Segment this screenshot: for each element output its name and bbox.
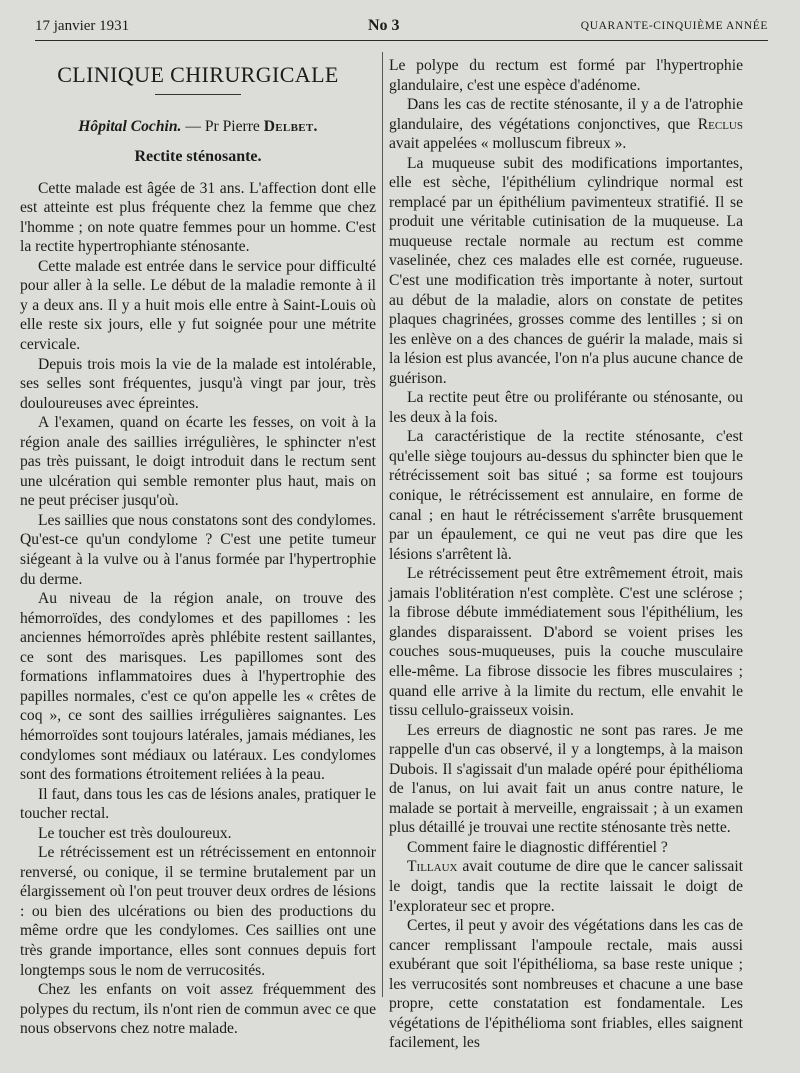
issue-date: 17 janvier 1931	[35, 18, 130, 34]
professor-name: Delbet.	[263, 117, 318, 135]
paragraph	[389, 95, 743, 154]
paragraph: Les saillies que nous constatons sont des condylomes. Qu'est-ce qu'un condylome ? C'est une petite tumeur siégeant à la vulve ou à l'anus formée par l'hypertrophie du derme.	[20, 511, 376, 588]
hospital-name: Hôpital Cochin.	[78, 117, 182, 135]
page-header	[35, 14, 768, 41]
professor-prefix: — Pr Pierre	[185, 117, 260, 135]
paragraph: La caractéristique de la rectite sténosante, c'est qu'elle siège toujours au-dessus du sphincter bien que le rétrécissement soit bas situé ; sa forme est toujours conique, le rétrécissement est annulaire, en forme de canal ; en haut le rétrécissement s'arrête brusquement par un épaulement, ce qui ne veut pas dire que les lésions s'arrêtent là.	[389, 428, 743, 563]
hospital-line	[20, 117, 376, 137]
paragraph: Depuis trois mois la vie de la malade est intolérable, ses selles sont fréquentes, jusqu'à vingt par jour, très douloureuses avec épreintes.	[20, 355, 376, 412]
right-column	[389, 56, 743, 1053]
left-column	[20, 56, 376, 1039]
paragraph: Le rétrécissement peut être extrêmement étroit, mais jamais l'oblitération n'est complète. C'est une sclérose ; la fibrose débute immédiatement sous l'épithélium, les glandes disparaissent. D'abord se voient prises les couches sous-muqueuses, puis la couche musculaire elle-même. La fibrose dissocie les fibres musculaires ; quand elle arrive à la limite du rectum, elle envahit le tissu cellulo-graisseux voisin.	[389, 565, 743, 720]
paragraph: Certes, il peut y avoir des végétations dans les cas de cancer remplissant l'ampoule rectale, mais aussi exubérant que soit l'épithélioma, sa base reste unique ; les verrucosités sont nombreuses et chacune a une base propre, cette constatation est fondamentale. Les végétations de l'épithélioma sont friables, elles saignent facilement, les	[389, 917, 743, 1052]
article-title: Rectite sténosante.	[134, 148, 262, 166]
paragraph: A l'examen, quand on écarte les fesses, on voit à la région anale des saillies irrégulières, le sphincter n'est pas très puissant, le doigt introduit dans le rectum sent une ulcération qui semble remonter plus haut, mais on ne peut préciser jusqu'où.	[20, 414, 376, 510]
author-tillaux: Tillaux	[407, 858, 458, 876]
paragraph: Les erreurs de diagnostic ne sont pas rares. Je me rappelle d'un cas observé, il y a longtemps, à la maison Dubois. Il s'agissait d'un malade opéré pour épithélioma de l'anus, on lui avait fait un anus contre nature, le malade se portait à merveille, engraissait ; à un examen plus détaillé je trouvai une rectite sténosante très nette.	[389, 721, 743, 837]
paragraph: Le rétrécissement est un rétrécissement en entonnoir renversé, ou conique, il se termine brutalement par un élargissement où l'on peut trouver deux ordres de lésions : ou bien des ulcérations ou bien des productions du même ordre que les condylomes. Ces saillies ont une très grande importance, elles sont connues depuis fort longtemps sous le nom de verrucosités.	[20, 844, 376, 979]
section-title: CLINIQUE CHIRURGICALE	[57, 62, 339, 87]
paragraph-text: avait appelées « molluscum fibreux ».	[389, 135, 627, 153]
paragraph-text: Dans les cas de rectite sténosante, il y a de l'atrophie glandulaire, des végétations conjonctives, que	[389, 96, 743, 133]
paragraph: Au niveau de la région anale, on trouve des hémorroïdes, des condylomes et des papillomes : les anciennes hémorroïdes après phlébite restent saillantes, ce sont des marisques. Les papillomes sont des formations inflammatoires dues à l'hypertrophie des papilles normales, c'est ce qu'on appelle les « crêtes de coq », ce sont des saillies irrégulières saignantes. Les hémorroïdes sont toujours latérales, jamais médianes, les condylomes sont médiaux ou latéraux. Les condylomes sont des formations étroitement reliées à la peau.	[20, 590, 376, 784]
paragraph: Comment faire le diagnostic différentiel ?	[407, 838, 668, 856]
issue-number: No 3	[368, 17, 400, 34]
paragraph: Cette malade est entrée dans le service pour difficulté pour aller à la selle. Le début de la maladie remonte à il y a deux ans. Il y a huit mois elle entre à Saint-Louis où elle reste six jours, elle y fut soignée pour une métrite cervicale.	[20, 257, 376, 354]
paragraph: Le polype du rectum est formé par l'hypertrophie glandulaire, c'est une espèce d'adénome.	[389, 57, 743, 94]
volume-year: QUARANTE-CINQUIÈME ANNÉE	[580, 20, 768, 32]
author-reclus: Reclus	[697, 115, 743, 133]
paragraph	[389, 857, 743, 916]
column-divider	[382, 52, 383, 997]
paragraph: La rectite peut être ou proliférante ou sténosante, ou les deux à la fois.	[389, 389, 743, 426]
paragraph: Il faut, dans tous les cas de lésions anales, pratiquer le toucher rectal.	[20, 785, 376, 823]
title-rule	[155, 94, 241, 95]
paragraph: La muqueuse subit des modifications importantes, elle est sèche, l'épithélium cylindrique normal est remplacé par un épithélium pavimenteux stratifié. Il se produit une véritable cutinisation de la muqueuse. La muqueuse rectale normale au rectum est comme vaselinée, chez ces malades elle est cornée, rugueuse. C'est une modification très importante à noter, surtout au début de la maladie, alors on constate de petites plaques chagrinées, grosses comme des lentilles ; si on les enlève on a des chances de guérir la malade, mais si la lésion est plus avancée, l'on n'a plus aucune chance de guérison.	[389, 154, 743, 387]
paragraph: Cette malade est âgée de 31 ans. L'affection dont elle est atteinte est plus fréquente chez la femme que chez l'homme ; on note quatre femmes pour un homme. C'est la rectite hypertrophiante sténosante.	[20, 179, 376, 256]
paragraph: Chez les enfants on voit assez fréquemment des polypes du rectum, ils n'ont rien de commun avec ce que nous observons chez notre malade.	[20, 981, 376, 1038]
paragraph: Le toucher est très douloureux.	[38, 824, 232, 842]
paragraph-text: avait coutume de dire que le cancer salissait le doigt, tandis que la rectite laissait le doigt de l'explorateur sec et propre.	[389, 858, 743, 915]
